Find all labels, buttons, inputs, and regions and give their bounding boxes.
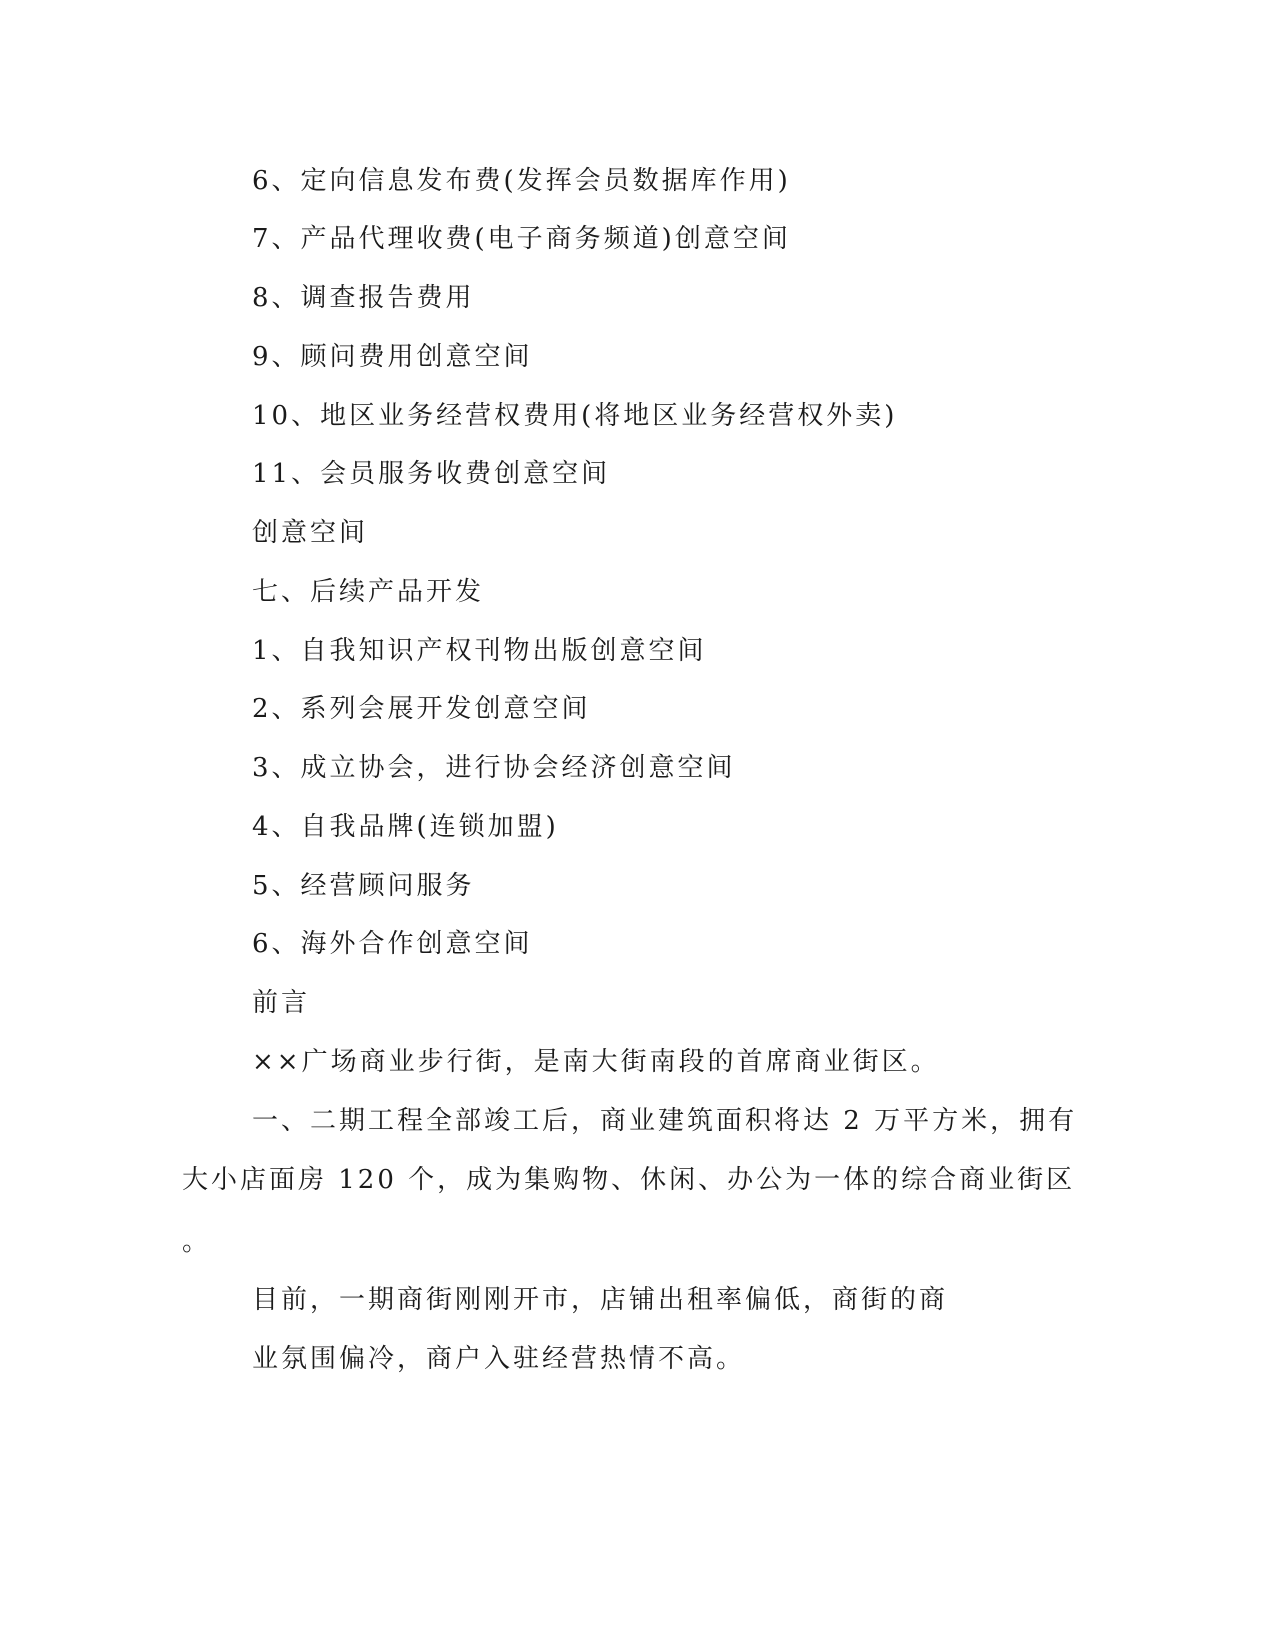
list-item-product-2: 2、系列会展开发创意空间 xyxy=(252,694,591,724)
list-item-fee-7: 7、产品代理收费(电子商务频道)创意空间 xyxy=(252,224,791,254)
section-heading: 七、后续产品开发 xyxy=(252,577,485,607)
list-item-product-6: 6、海外合作创意空间 xyxy=(252,929,533,959)
list-item-fee-11: 11、会员服务收费创意空间 xyxy=(252,459,611,489)
paragraph-text: ××广场商业步行街，是南大街南段的首席商业街区。 xyxy=(252,1047,940,1077)
paragraph-text: 目前，一期商街刚刚开市，店铺出租率偏低，商街的商 xyxy=(252,1285,949,1315)
paragraph-text: 大小店面房 120 个，成为集购物、休闲、办公为一体的综合商业街区 xyxy=(182,1165,1076,1195)
list-item-product-5: 5、经营顾问服务 xyxy=(252,871,475,901)
list-item-fee-8: 8、调查报告费用 xyxy=(252,283,475,313)
list-item-product-4: 4、自我品牌(连锁加盟) xyxy=(252,812,559,842)
paragraph-text: 创意空间 xyxy=(252,518,369,548)
paragraph-text: 业氛围偏冷，商户入驻经营热情不高。 xyxy=(252,1344,746,1374)
list-item-product-1: 1、自我知识产权刊物出版创意空间 xyxy=(252,636,707,666)
paragraph-text: 一、二期工程全部竣工后，商业建筑面积将达 2 万平方米，拥有 xyxy=(252,1106,1078,1136)
list-item-fee-10: 10、地区业务经营权费用(将地区业务经营权外卖) xyxy=(252,401,898,431)
list-item-product-3: 3、成立协会，进行协会经济创意空间 xyxy=(252,753,736,783)
paragraph-text: 。 xyxy=(182,1227,212,1257)
list-item-fee-6: 6、定向信息发布费(发挥会员数据库作用) xyxy=(252,166,791,196)
section-heading-preface: 前言 xyxy=(252,988,311,1018)
list-item-fee-9: 9、顾问费用创意空间 xyxy=(252,342,533,372)
